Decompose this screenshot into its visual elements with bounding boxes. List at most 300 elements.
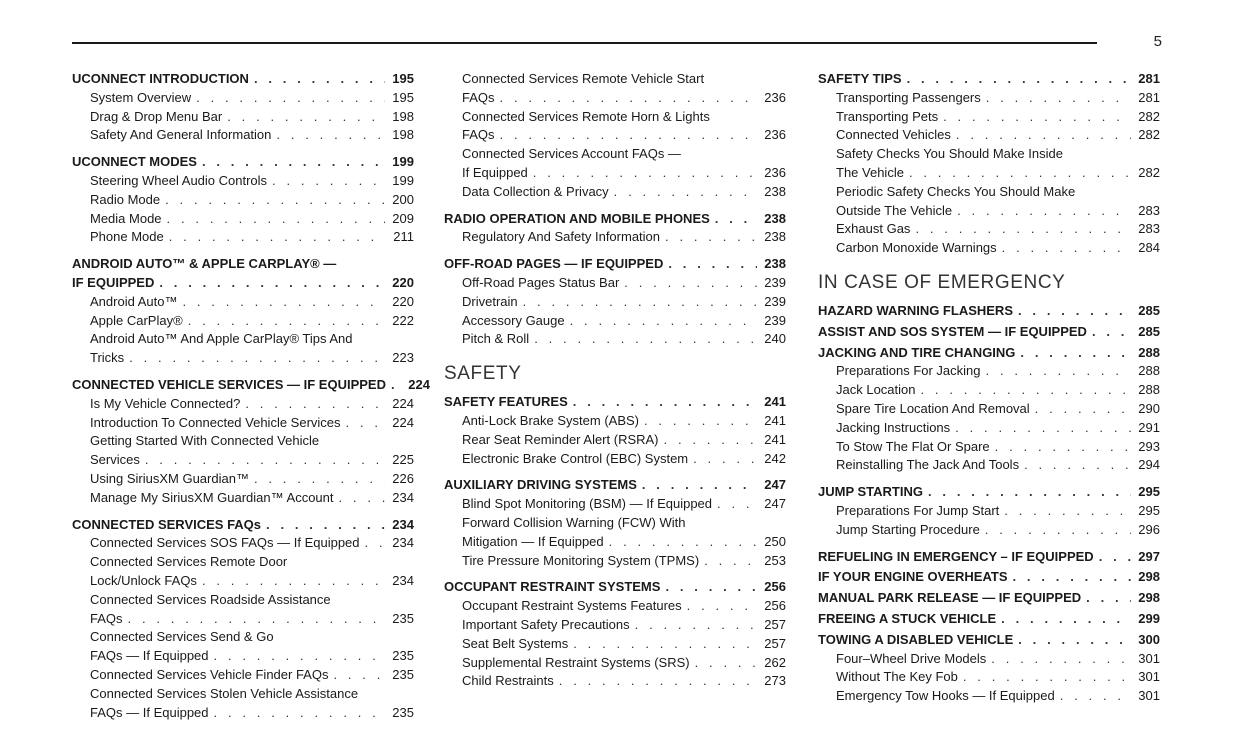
entry-page: 281	[1138, 71, 1160, 86]
entry-title: OCCUPANT RESTRAINT SYSTEMS	[444, 579, 661, 595]
dot-leader	[1001, 610, 1131, 629]
entry-page: 299	[1138, 610, 1160, 626]
entry-title: Electronic Brake Control (EBC) System	[462, 450, 689, 466]
toc-entry[interactable]	[818, 400, 1160, 419]
dot-leader	[365, 534, 385, 553]
dot-leader	[704, 552, 757, 571]
entry-page: 273	[764, 673, 786, 689]
entry-page: 199	[392, 154, 414, 170]
toc-entry[interactable]	[72, 572, 414, 591]
entry-page: 293	[1138, 438, 1160, 454]
dot-leader	[991, 650, 1131, 669]
toc-entry[interactable]	[818, 362, 1160, 381]
toc-entry[interactable]	[818, 548, 1160, 567]
entry-page: 284	[1138, 240, 1160, 256]
toc-entry[interactable]	[444, 210, 786, 229]
dot-leader	[254, 470, 385, 489]
toc-entry[interactable]	[818, 483, 1160, 502]
dot-leader	[559, 672, 757, 691]
entry-page: 262	[764, 654, 786, 670]
entry-page: 247	[764, 477, 786, 493]
entry-title: FAQs	[462, 89, 495, 105]
toc-entry-line: Safety Checks You Should Make Inside	[836, 146, 1063, 162]
toc-entry[interactable]	[818, 687, 1160, 706]
entry-page: 288	[1138, 382, 1160, 398]
toc-entry[interactable]	[444, 552, 786, 571]
entry-title: REFUELING IN EMERGENCY – IF EQUIPPED	[818, 548, 1094, 564]
dot-leader	[272, 172, 385, 191]
dot-leader	[717, 495, 757, 514]
dot-leader	[985, 521, 1131, 540]
entry-title: Is My Vehicle Connected?	[90, 395, 241, 411]
toc-entry[interactable]	[444, 228, 786, 247]
toc-entry-line: Android Auto™ And Apple CarPlay® Tips And	[90, 331, 353, 347]
dot-leader	[333, 666, 385, 685]
toc-entry[interactable]	[818, 456, 1160, 475]
dot-leader	[1099, 548, 1131, 567]
entry-page: 240	[764, 331, 786, 347]
dot-leader	[1092, 323, 1131, 342]
toc-entry[interactable]	[444, 533, 786, 552]
dot-leader	[668, 255, 757, 274]
dot-leader	[214, 647, 385, 666]
entry-page: 298	[1138, 590, 1160, 606]
entry-page: 257	[764, 635, 786, 651]
entry-title: Tire Pressure Monitoring System (TPMS)	[462, 552, 700, 568]
dot-leader	[614, 183, 757, 202]
entry-title: Seat Belt Systems	[462, 635, 569, 651]
entry-title: Spare Tire Location And Removal	[836, 400, 1030, 416]
entry-title: Apple CarPlay®	[90, 312, 183, 328]
dot-leader	[570, 312, 757, 331]
toc-entry[interactable]	[72, 228, 414, 247]
toc-entry[interactable]	[818, 589, 1160, 608]
toc-entry[interactable]	[72, 534, 414, 553]
dot-leader	[165, 191, 385, 210]
entry-title: Four–Wheel Drive Models	[836, 650, 987, 666]
toc-entry[interactable]	[444, 293, 786, 312]
toc-entry[interactable]	[444, 412, 786, 431]
entry-page: 224	[392, 414, 414, 430]
entry-title: FAQs	[462, 127, 495, 143]
entry-title: Data Collection & Privacy	[462, 183, 609, 199]
entry-page: 291	[1138, 419, 1160, 435]
entry-title: Accessory Gauge	[462, 312, 565, 328]
dot-leader	[665, 578, 757, 597]
toc-entry[interactable]	[72, 274, 414, 293]
dot-leader	[145, 451, 385, 470]
entry-title: Connected Services SOS FAQs — If Equipped	[90, 535, 360, 551]
toc-entry[interactable]	[444, 450, 786, 469]
entry-page: 247	[764, 496, 786, 512]
entry-page: 234	[392, 572, 414, 588]
toc-entry[interactable]	[72, 191, 414, 210]
dot-leader	[986, 362, 1131, 381]
toc-entry[interactable]	[72, 451, 414, 470]
toc-entry[interactable]	[444, 597, 786, 616]
entry-title: CONNECTED VEHICLE SERVICES — IF EQUIPPED	[72, 376, 386, 392]
entry-page: 224	[392, 395, 414, 411]
toc-entry[interactable]	[72, 516, 414, 535]
entry-page: 220	[392, 293, 414, 309]
toc-entry[interactable]	[818, 610, 1160, 629]
dot-leader	[687, 597, 757, 616]
entry-title: Manage My SiriusXM Guardian™ Account	[90, 489, 334, 505]
entry-page: 236	[764, 164, 786, 180]
entry-title: Blind Spot Monitoring (BSM) — If Equipped	[462, 496, 713, 512]
dot-leader	[664, 431, 757, 450]
toc-column-2	[444, 70, 786, 691]
toc-entry[interactable]	[72, 395, 414, 414]
dot-leader	[339, 489, 386, 508]
dot-leader	[921, 381, 1132, 400]
toc-entry[interactable]	[818, 126, 1160, 145]
entry-page: 296	[1138, 521, 1160, 537]
entry-page: 235	[392, 704, 414, 720]
dot-leader	[1035, 400, 1131, 419]
entry-page: 295	[1138, 484, 1160, 500]
toc-entry[interactable]	[72, 610, 414, 629]
entry-title: Carbon Monoxide Warnings	[836, 240, 997, 256]
toc-entry[interactable]	[72, 210, 414, 229]
entry-title: Media Mode	[90, 210, 162, 226]
toc-entry[interactable]	[444, 431, 786, 450]
dot-leader	[1086, 589, 1131, 608]
entry-page: 301	[1138, 688, 1160, 704]
entry-page: 224	[408, 376, 430, 392]
dot-leader	[254, 70, 385, 89]
toc-entry-line: Connected Services Roadside Assistance	[90, 591, 331, 607]
entry-title: Preparations For Jacking	[836, 363, 981, 379]
entry-title: OFF-ROAD PAGES — IF EQUIPPED	[444, 256, 664, 272]
entry-title: FAQs	[90, 610, 123, 626]
entry-title: Jack Location	[836, 382, 916, 398]
entry-page: 298	[1138, 569, 1160, 585]
toc-entry[interactable]	[818, 344, 1160, 363]
toc-entry[interactable]	[818, 381, 1160, 400]
dot-leader	[500, 89, 757, 108]
dot-leader	[573, 635, 757, 654]
toc-entry[interactable]	[444, 393, 786, 412]
dot-leader	[1024, 456, 1131, 475]
entry-page: 239	[764, 274, 786, 290]
toc-entry[interactable]	[444, 616, 786, 635]
entry-title: The Vehicle	[836, 164, 904, 180]
entry-title: Off-Road Pages Status Bar	[462, 274, 620, 290]
entry-title: JACKING AND TIRE CHANGING	[818, 344, 1016, 360]
toc-entry-line: Forward Collision Warning (FCW) With	[462, 514, 686, 530]
toc-entry[interactable]	[818, 202, 1160, 221]
toc-entry[interactable]	[72, 172, 414, 191]
toc-entry[interactable]	[72, 414, 414, 433]
toc-entry-line: Connected Services Remote Vehicle Start	[462, 71, 705, 86]
toc-entry[interactable]	[818, 220, 1160, 239]
entry-title: Outside The Vehicle	[836, 202, 953, 218]
dot-leader	[995, 438, 1131, 457]
entry-title: Drag & Drop Menu Bar	[90, 108, 223, 124]
dot-leader	[169, 228, 385, 247]
entry-page: 295	[1138, 502, 1160, 518]
toc-entry[interactable]	[818, 650, 1160, 669]
dot-leader	[159, 274, 385, 293]
entry-page: 239	[764, 293, 786, 309]
entry-page: 241	[764, 394, 786, 410]
dot-leader	[1004, 502, 1131, 521]
toc-entry-line: Getting Started With Connected Vehicle	[90, 433, 320, 449]
dot-leader	[533, 164, 757, 183]
toc-entry[interactable]	[72, 704, 414, 723]
dot-leader	[642, 476, 757, 495]
toc-entry[interactable]	[72, 293, 414, 312]
dot-leader	[956, 126, 1131, 145]
entry-page: 285	[1138, 302, 1160, 318]
toc-entry[interactable]	[818, 438, 1160, 457]
entry-page: 195	[392, 89, 414, 105]
entry-title: FREEING A STUCK VEHICLE	[818, 610, 997, 626]
toc-entry[interactable]	[818, 89, 1160, 108]
entry-page: 222	[392, 312, 414, 328]
toc-entry[interactable]	[72, 666, 414, 685]
entry-page: 198	[392, 127, 414, 143]
entry-title: Supplemental Restraint Systems (SRS)	[462, 654, 690, 670]
entry-page: 238	[764, 183, 786, 199]
dot-leader	[1002, 239, 1131, 258]
dot-leader	[907, 70, 1131, 89]
toc-entry[interactable]	[444, 495, 786, 514]
entry-title: Lock/Unlock FAQs	[90, 572, 197, 588]
dot-leader	[1013, 568, 1132, 587]
toc-entry[interactable]	[818, 568, 1160, 587]
toc-entry[interactable]	[818, 108, 1160, 127]
entry-page: 236	[764, 89, 786, 105]
entry-title: Jacking Instructions	[836, 419, 951, 435]
entry-page: 238	[764, 210, 786, 226]
dot-leader	[523, 293, 757, 312]
toc-entry[interactable]	[444, 126, 786, 145]
entry-page: 235	[392, 666, 414, 682]
toc-entry[interactable]	[444, 635, 786, 654]
entry-title: Pitch & Roll	[462, 331, 530, 347]
dot-leader	[955, 419, 1131, 438]
toc-entry[interactable]	[72, 108, 414, 127]
entry-page: 242	[764, 450, 786, 466]
toc-entry[interactable]	[444, 89, 786, 108]
toc-entry-line: Connected Services Send & Go	[90, 629, 274, 645]
entry-title: SAFETY FEATURES	[444, 394, 568, 410]
entry-title: AUXILIARY DRIVING SYSTEMS	[444, 477, 637, 493]
dot-leader	[909, 164, 1131, 183]
entry-page: 238	[764, 256, 786, 272]
toc-entry[interactable]	[72, 647, 414, 666]
toc-entry[interactable]	[818, 323, 1160, 342]
toc-column-1	[72, 70, 430, 722]
toc-entry[interactable]	[818, 668, 1160, 687]
entry-page: 241	[764, 412, 786, 428]
dot-leader	[915, 220, 1131, 239]
entry-title: Preparations For Jump Start	[836, 502, 1000, 518]
dot-leader	[665, 228, 757, 247]
dot-leader	[196, 89, 385, 108]
toc-entry[interactable]	[444, 274, 786, 293]
entry-title: UCONNECT MODES	[72, 154, 197, 170]
dot-leader	[624, 274, 757, 293]
entry-title: Emergency Tow Hooks — If Equipped	[836, 688, 1055, 704]
entry-title: If Equipped	[462, 164, 528, 180]
entry-title: JUMP STARTING	[818, 484, 923, 500]
entry-page: 285	[1138, 323, 1160, 339]
entry-page: 297	[1138, 548, 1160, 564]
entry-page: 239	[764, 312, 786, 328]
entry-page: 234	[392, 489, 414, 505]
dot-leader	[266, 516, 385, 535]
entry-title: Important Safety Precautions	[462, 616, 630, 632]
toc-entry[interactable]	[72, 312, 414, 331]
entry-title: Android Auto™	[90, 293, 178, 309]
toc-entry-line: Connected Services Remote Door	[90, 554, 288, 570]
toc-entry-line: Connected Services Account FAQs —	[462, 146, 681, 162]
entry-page: 283	[1138, 221, 1160, 237]
entry-title: Transporting Passengers	[836, 89, 981, 105]
entry-page: 226	[392, 470, 414, 486]
entry-page: 301	[1138, 669, 1160, 685]
toc-entry[interactable]	[72, 126, 414, 145]
entry-title: Jump Starting Procedure	[836, 521, 980, 537]
entry-title: CONNECTED SERVICES FAQs	[72, 516, 262, 532]
dot-leader	[391, 376, 401, 395]
entry-page: 301	[1138, 650, 1160, 666]
entry-page: 235	[392, 610, 414, 626]
toc-entry[interactable]	[444, 578, 786, 597]
entry-title: Introduction To Connected Vehicle Services	[90, 414, 341, 430]
entry-title: Anti-Lock Brake System (ABS)	[462, 412, 639, 428]
toc-entry[interactable]	[72, 89, 414, 108]
entry-page: 200	[392, 191, 414, 207]
entry-page: 238	[764, 229, 786, 245]
toc-entry[interactable]	[72, 153, 414, 172]
toc-entry[interactable]	[818, 631, 1160, 650]
entry-page: 257	[764, 616, 786, 632]
toc-entry[interactable]	[72, 376, 430, 395]
dot-leader	[167, 210, 385, 229]
toc-entry[interactable]	[818, 302, 1160, 321]
entry-page: 225	[392, 452, 414, 468]
dot-leader	[128, 610, 385, 629]
entry-title: Regulatory And Safety Information	[462, 229, 661, 245]
entry-title: IF EQUIPPED	[72, 274, 155, 290]
entry-page: 198	[392, 108, 414, 124]
entry-page: 234	[392, 535, 414, 551]
toc-entry[interactable]	[444, 255, 786, 274]
toc-entry-line: ANDROID AUTO™ & APPLE CARPLAY® —	[72, 256, 337, 272]
entry-title: Exhaust Gas	[836, 221, 911, 237]
toc-entry[interactable]	[818, 239, 1160, 258]
entry-page: 220	[392, 274, 414, 290]
entry-title: Connected Vehicles	[836, 127, 951, 143]
dot-leader	[245, 395, 385, 414]
dot-leader	[695, 654, 757, 673]
toc-entry-line: Connected Services Stolen Vehicle Assistance	[90, 685, 359, 701]
entry-page: 256	[764, 598, 786, 614]
entry-title: Tricks	[90, 350, 125, 366]
toc-entry[interactable]	[444, 183, 786, 202]
toc-entry[interactable]	[444, 312, 786, 331]
toc-entry[interactable]	[444, 330, 786, 349]
dot-leader	[1018, 302, 1131, 321]
toc-entry[interactable]	[444, 476, 786, 495]
entry-page: 294	[1138, 457, 1160, 473]
entry-page: 223	[392, 350, 414, 366]
entry-page: 290	[1138, 400, 1160, 416]
toc-entry[interactable]	[72, 489, 414, 508]
entry-page: 209	[392, 210, 414, 226]
entry-title: TOWING A DISABLED VEHICLE	[818, 631, 1014, 647]
entry-page: 195	[392, 71, 414, 86]
toc-entry[interactable]	[818, 419, 1160, 438]
entry-title: Connected Services Vehicle Finder FAQs	[90, 666, 329, 682]
entry-page: 236	[764, 127, 786, 143]
dot-leader	[202, 572, 385, 591]
entry-page: 234	[392, 516, 414, 532]
dot-leader	[715, 210, 757, 229]
dot-leader	[573, 393, 757, 412]
entry-title: Child Restraints	[462, 673, 554, 689]
dot-leader	[1018, 631, 1131, 650]
toc-entry[interactable]	[444, 672, 786, 691]
page-number: 5	[1153, 33, 1162, 50]
toc-entry-line: Periodic Safety Checks You Should Make	[836, 183, 1076, 199]
dot-leader	[957, 202, 1131, 221]
dot-leader	[500, 126, 757, 145]
entry-title: Reinstalling The Jack And Tools	[836, 457, 1020, 473]
toc-entry[interactable]	[818, 70, 1160, 89]
toc-entry[interactable]	[818, 502, 1160, 521]
entry-title: HAZARD WARNING FLASHERS	[818, 302, 1013, 318]
dot-leader	[227, 108, 385, 127]
entry-title: ASSIST AND SOS SYSTEM — IF EQUIPPED	[818, 323, 1087, 339]
entry-page: 250	[764, 533, 786, 549]
toc-entry[interactable]	[72, 70, 414, 89]
toc-entry[interactable]	[444, 654, 786, 673]
entry-page: 235	[392, 648, 414, 664]
entry-title: SAFETY TIPS	[818, 71, 902, 86]
entry-title: Using SiriusXM Guardian™	[90, 470, 249, 486]
entry-title: Rear Seat Reminder Alert (RSRA)	[462, 431, 659, 447]
entry-title: Steering Wheel Audio Controls	[90, 172, 268, 188]
entry-title: Phone Mode	[90, 229, 164, 245]
toc-entry[interactable]	[72, 470, 414, 489]
dot-leader	[188, 312, 385, 331]
entry-page: 211	[393, 229, 414, 245]
toc-entry[interactable]	[444, 164, 786, 183]
dot-leader	[963, 668, 1131, 687]
entry-page: 282	[1138, 108, 1160, 124]
dot-leader	[943, 108, 1131, 127]
toc-entry[interactable]	[72, 349, 414, 368]
toc-entry[interactable]	[818, 521, 1160, 540]
dot-leader	[214, 704, 385, 723]
entry-page: 288	[1138, 363, 1160, 379]
entry-title: Radio Mode	[90, 191, 161, 207]
dot-leader	[928, 483, 1131, 502]
dot-leader	[1060, 687, 1131, 706]
entry-title: System Overview	[90, 89, 192, 105]
entry-page: 282	[1138, 127, 1160, 143]
toc-entry[interactable]	[818, 164, 1160, 183]
section-heading-emergency: IN CASE OF EMERGENCY	[818, 271, 1066, 293]
dot-leader	[644, 412, 757, 431]
dot-leader	[129, 349, 385, 368]
dot-leader	[986, 89, 1131, 108]
